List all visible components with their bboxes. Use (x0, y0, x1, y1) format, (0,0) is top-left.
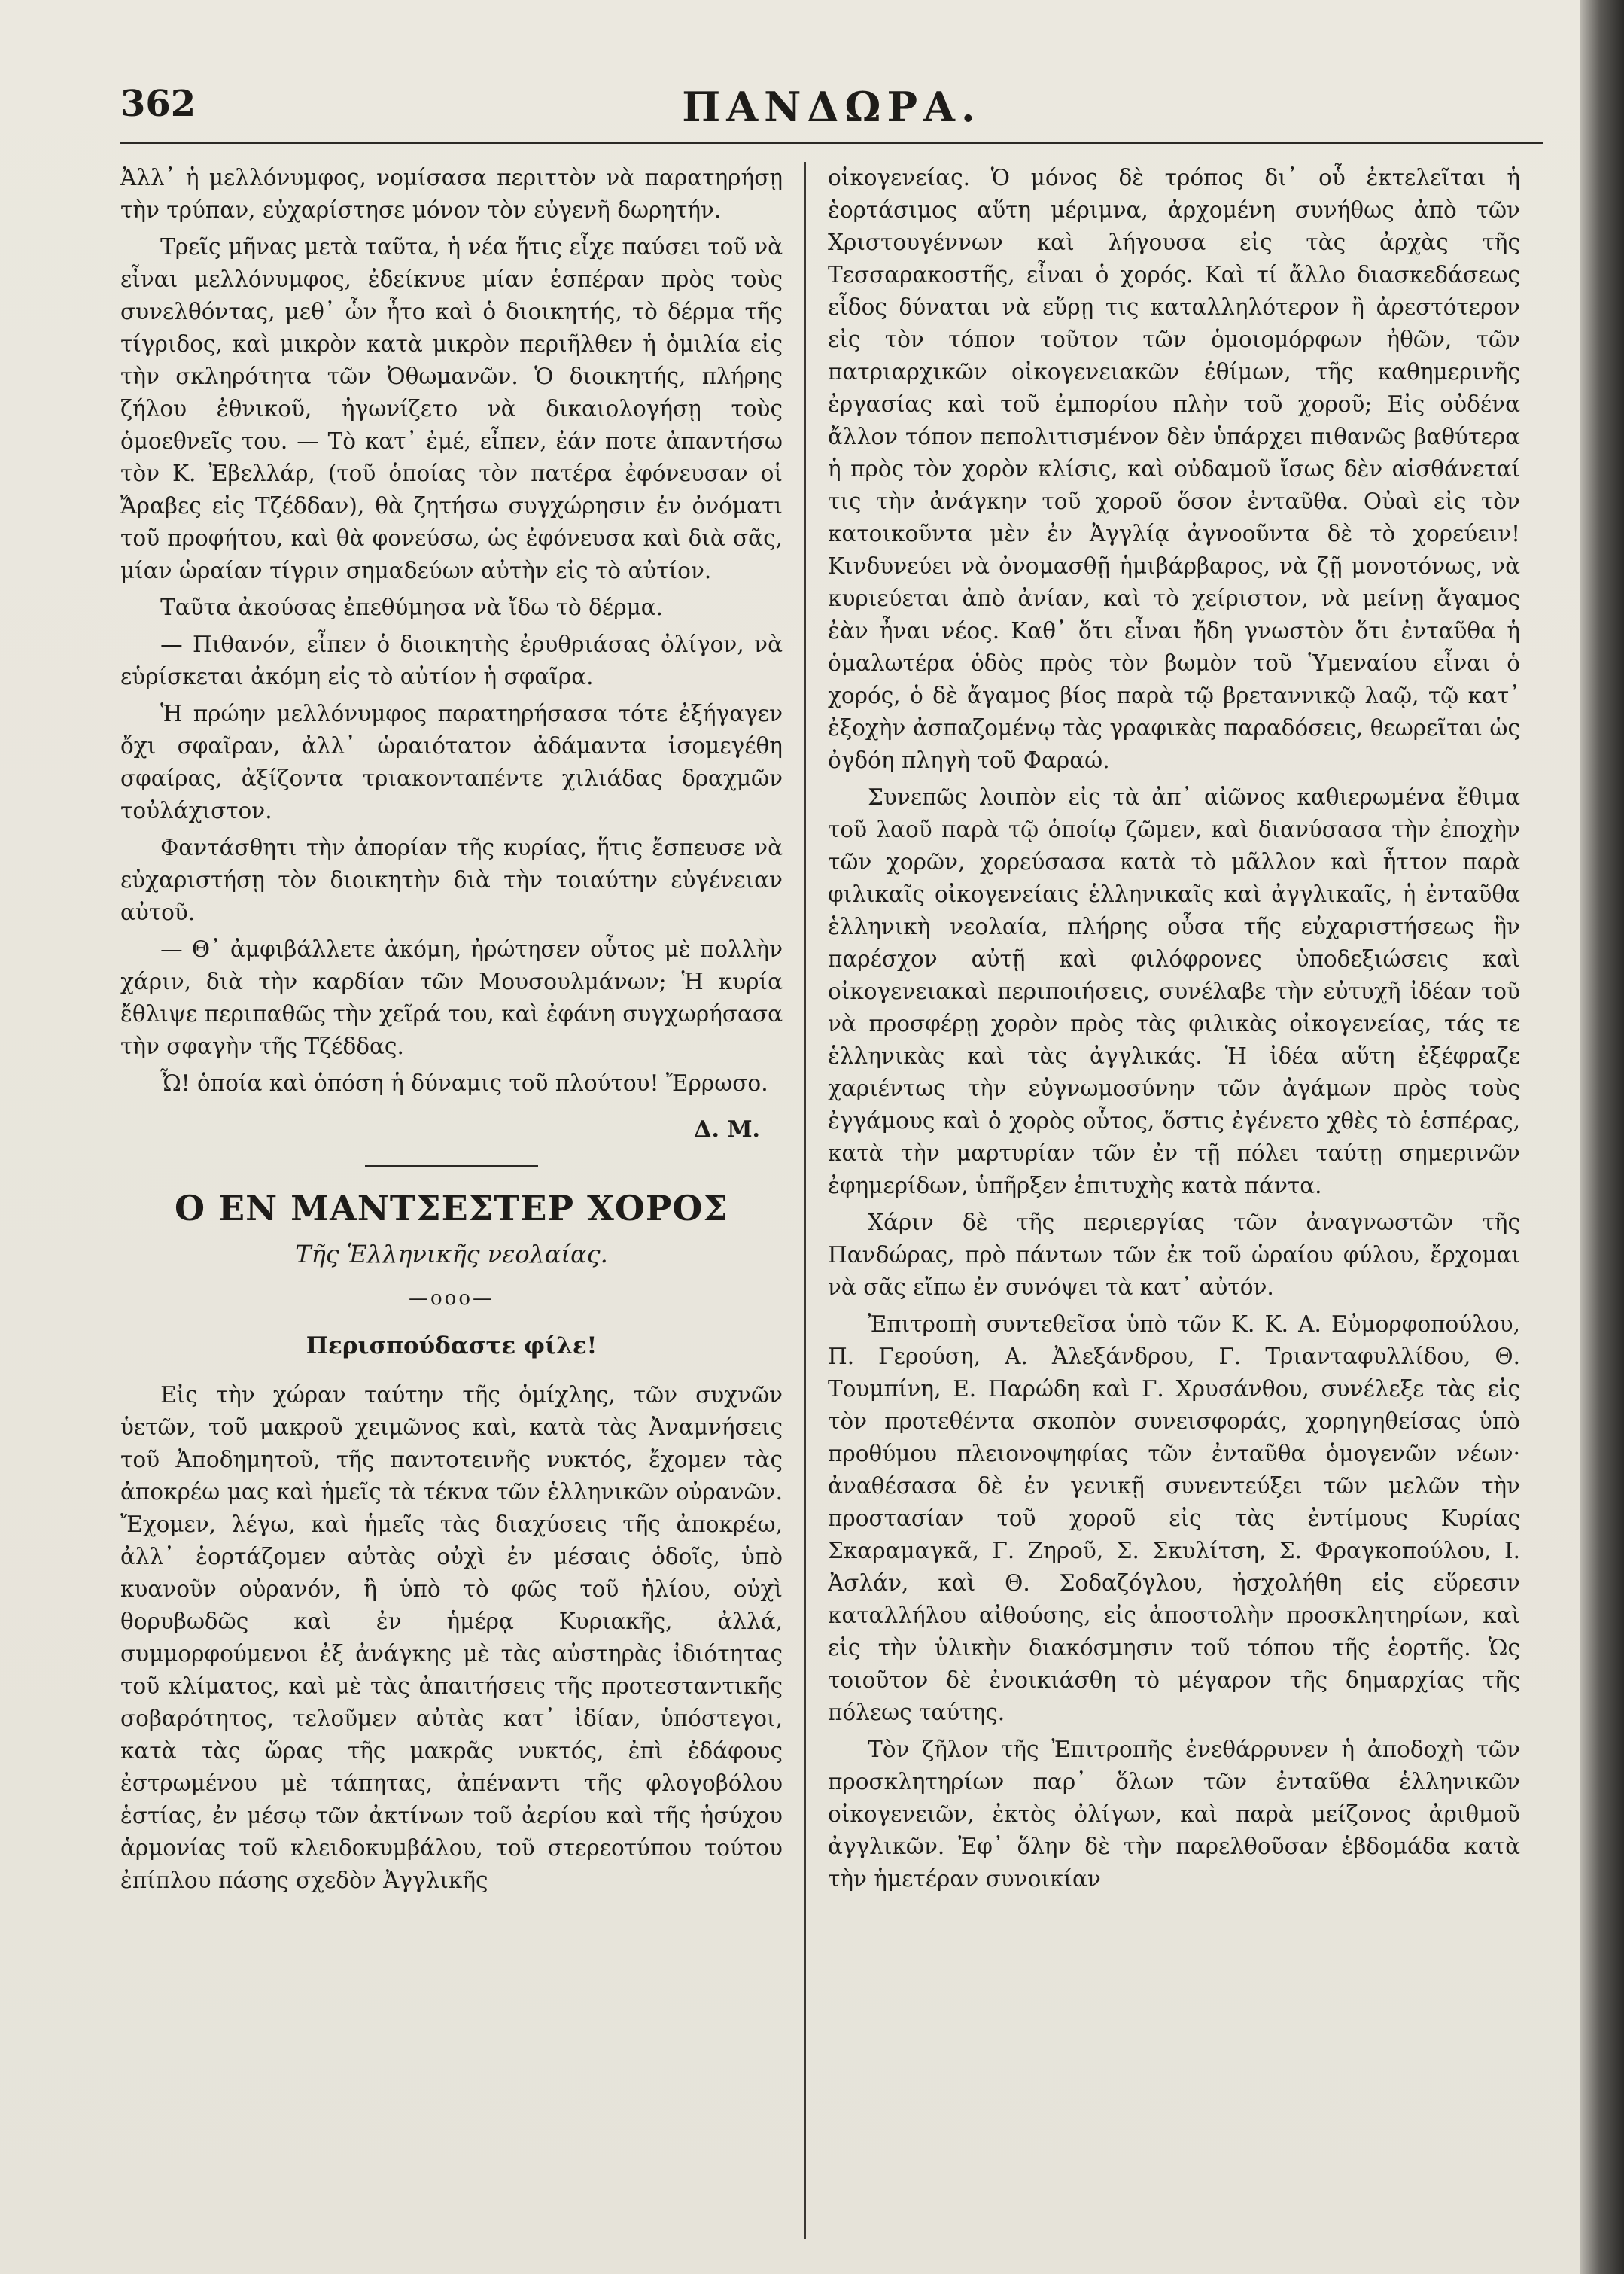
article-title: Ο ΕΝ ΜΑΝΤΣΕΣΤΕΡ ΧΟΡΟΣ (174, 1188, 729, 1228)
paragraph: Ὦ! ὁποία καὶ ὁπόση ἡ δύναμις τοῦ πλούτου! Ἔρρωσο. (160, 1070, 768, 1096)
article-subtitle: Τῆς Ἑλληνικῆς νεολαίας. (295, 1240, 608, 1268)
column-divider (804, 162, 806, 2239)
paragraph: Ἐπιτροπὴ συντεθεῖσα ὑπὸ τῶν Κ. Κ. Α. Εὐμορφοπούλου, Π. Γερούση, Α. Ἀλεξάνδρου, Γ. Τριανταφυλλίδου, Θ. Τουμπίνη, Ε. Παρώδη καὶ Γ. Χρυσάνθου, συνέλεξε τὰς εἰς τὸν προτεθέντα σκοπὸν συνεισφοράς, χορηγηθείσας ὑπὸ προθύμου πλειονοψηφίας τῶν ἐνταῦθα ὁμογενῶν νέων· ἀναθέσασα δὲ ἐν γενικῇ συνεντεύξει τῶν μελῶν τὴν προστασίαν τοῦ χοροῦ εἰς τὰς ἐντίμους Κυρίας Σκαραμαγκᾶ, Γ. Ζηροῦ, Σ. Σκυλίτση, Σ. Φραγκοπούλου, Ι. Ἀσλάν, καὶ Θ. Σοδαζόγλου, ἠσχολήθη εἰς εὕρεσιν καταλλήλου αἰθούσης, εἰς ἀποστολὴν προσκλητηρίων, καὶ εἰς τὴν ὑλικὴν διακόσμησιν τοῦ τόπου τῆς ἑορτῆς. Ὡς τοιοῦτον δὲ ἐνοικιάσθη τὸ μέγαρον τῆς δημαρχίας τῆς πόλεως ταύτης. (828, 1311, 1520, 1725)
paragraph: Ἀλλ᾽ ἡ μελλόνυμφος, νομίσασα περιττὸν νὰ παρατηρήσῃ τὴν τρύπαν, εὐχαρίστησε μόνον τὸν εὐγενῆ δωρητήν. (120, 165, 783, 223)
paragraph: Ἡ πρώην μελλόνυμφος παρατηρήσασα τότε ἐξήγαγεν ὄχι σφαῖραν, ἀλλ᾽ ὡραιότατον ἀδάμαντα ἰσομεγέθη σφαίρας, ἀξίζοντα τριακονταπέντε χιλιάδας δραχμῶν τοὐλάχιστον. (120, 701, 783, 823)
paragraph: Ταῦτα ἀκούσας ἐπεθύμησα νὰ ἴδω τὸ δέρμα. (160, 595, 664, 620)
page-number: 362 (120, 83, 196, 125)
paragraph: Φαντάσθητι τὴν ἀπορίαν τῆς κυρίας, ἥτις ἔσπευσε νὰ εὐχαριστήσῃ τὸν διοικητὴν διὰ τὴν τοιαύτην εὐγένειαν αὐτοῦ. (120, 835, 783, 925)
paragraph: Χάριν δὲ τῆς περιεργίας τῶν ἀναγνωστῶν τῆς Πανδώρας, πρὸ πάντων τῶν ἐκ τοῦ ὡραίου φύλου, ἔρχομαι νὰ σᾶς εἴπω ἐν συνόψει τὰ κατ᾽ αὐτόν. (828, 1210, 1520, 1300)
section-separator (365, 1165, 538, 1167)
paragraph: Τρεῖς μῆνας μετὰ ταῦτα, ἡ νέα ἥτις εἶχε παύσει τοῦ νὰ εἶναι μελλόνυμφος, ἐδείκνυε μίαν ἑσπέραν πρὸς τοὺς συνελθόντας, μεθ᾽ ὧν ἦτο καὶ ὁ διοικητής, τὸ δέρμα τῆς τίγριδος, καὶ μικρὸν κατὰ μικρὸν περιῆλθεν ἡ ὁμιλία εἰς τὴν σκληρότητα τῶν Ὀθωμανῶν. Ὁ διοικητής, πλήρης ζήλου ἐθνικοῦ, ἠγωνίζετο νὰ δικαιολογήσῃ τοὺς ὁμοεθνεῖς του. — Τὸ κατ᾽ ἐμέ, εἶπεν, ἐάν ποτε ἀπαντήσω τὸν Κ. Ἐβελλάρ, (τοῦ ὁποίας τὸν πατέρα ἐφόνευσαν οἱ Ἄραβες εἰς Τζέδδαν), θὰ ζητήσω συγχώρησιν ἐν ὀνόματι τοῦ προφήτου, καὶ θὰ φονεύσω, ὡς ἐφόνευσα καὶ διὰ σᾶς, μίαν ὡραίαν τίγριν σημαδεύων αὐτὴν εἰς τὸ αὐτίον. (120, 234, 783, 583)
running-header (120, 83, 1543, 135)
author-signature: Δ. Μ. (694, 1116, 760, 1143)
letter-greeting: Περισπούδαστε φίλε! (306, 1332, 598, 1359)
paragraph: Εἰς τὴν χώραν ταύτην τῆς ὁμίχλης, τῶν συχνῶν ὑετῶν, τοῦ μακροῦ χειμῶνος καὶ, κατὰ τὰς Ἀναμνήσεις τοῦ Ἀποδημητοῦ, τῆς παντοτεινῆς νυκτός, ἔχομεν τὰς ἀποκρέω μας καὶ ἡμεῖς τὰ τέκνα τῶν ἑλληνικῶν οὐρανῶν. Ἔχομεν, λέγω, καὶ ἡμεῖς τὰς διαχύσεις τῆς ἀποκρέω, ἀλλ᾽ ἑορτάζομεν αὐτὰς οὐχὶ ἐν μέσαις ὁδοῖς, ὑπὸ κυανοῦν οὐρανόν, ἢ ὑπὸ τὸ φῶς τοῦ ἡλίου, οὐχὶ θορυβωδῶς καὶ ἐν ἡμέρᾳ Κυριακῆς, ἀλλά, συμμορφούμενοι ἐξ ἀνάγκης μὲ τὰς αὐστηρὰς ἰδιότητας τοῦ κλίματος, καὶ μὲ τὰς ἀπαιτήσεις τῆς προτεσταντικῆς σοβαρότητος, τελοῦμεν αὐτὰς κατ᾽ ἰδίαν, ὑπόστεγοι, κατὰ τὰς ὥρας τῆς μακρᾶς νυκτός, ἐπὶ ἐδάφους ἐστρωμένου μὲ τάπητας, ἀπέναντι τῆς φλογοβόλου ἑστίας, ἐν μέσῳ τῶν ἀκτίνων τοῦ ἀερίου καὶ τῆς ἡσύχου ἁρμονίας τοῦ κλειδοκυμβάλου, τοῦ στερεοτύπου τούτου ἐπίπλου πάσης σχεδὸν Ἀγγλικῆς (120, 1382, 783, 1893)
left-column (120, 162, 783, 2239)
paragraph: Τὸν ζῆλον τῆς Ἐπιτροπῆς ἐνεθάρρυνεν ἡ ἀποδοχὴ τῶν προσκλητηρίων παρ᾽ ὅλων τῶν ἐνταῦθα ἑλληνικῶν οἰκογενειῶν, ἐκτὸς ὀλίγων, καὶ παρὰ μείζονος ἀριθμοῦ ἀγγλικῶν. Ἐφ᾽ ὅλην δὲ τὴν παρελθοῦσαν ἑβδομάδα κατὰ τὴν ἡμετέραν συνοικίαν (828, 1737, 1520, 1892)
header-rule (120, 142, 1543, 144)
right-column (828, 162, 1520, 2239)
paragraph: Συνεπῶς λοιπὸν εἰς τὰ ἀπ᾽ αἰῶνος καθιερωμένα ἔθιμα τοῦ λαοῦ παρὰ τῷ ὁποίῳ ζῶμεν, καὶ διανύσασα τὴν ἐποχὴν τῶν χορῶν, χορεύσασα κατὰ τὸ μᾶλλον καὶ ἧττον παρὰ φιλικαῖς οἰκογενείαις ἑλληνικαῖς καὶ ἀγγλικαῖς, ἡ ἐνταῦθα ἑλληνικὴ νεολαία, πλήρης οὖσα τῆς εὐχαριστήσεως ἣν παρέσχον αὐτῇ καὶ φιλόφρονες ὑποδεξιώσεις καὶ οἰκογενειακαὶ περιποιήσεις, συνέλαβε τὴν εὐτυχῆ ἰδέαν τοῦ νὰ προσφέρῃ χορὸν πρὸς τὰς φιλικὰς οἰκογενείας, τάς τε ἑλληνικὰς καὶ τὰς ἀγγλικάς. Ἡ ἰδέα αὕτη ἐξέφραζε χαριέντως τὴν εὐγνωμοσύνην τῶν ἀγάμων πρὸς τοὺς ἐγγάμους καὶ ὁ χορὸς οὗτος, ὅστις ἐγένετο χθὲς τὸ ἑσπέρας, κατὰ τὴν μαρτυρίαν τῶν ἐν τῇ πόλει ταύτῃ σημερινῶν ἐφημερίδων, ὑπῆρξεν ἐπιτυχὴς κατὰ πάντα. (828, 784, 1520, 1198)
ornament: —ooo— (409, 1287, 494, 1310)
journal-title: ΠΑΝΔΩΡΑ. (682, 83, 981, 131)
paragraph: — Πιθανόν, εἶπεν ὁ διοικητὴς ἐρυθριάσας ὀλίγον, νὰ εὑρίσκεται ἀκόμη εἰς τὸ αὐτίον ἡ σφαῖρα. (120, 632, 783, 690)
book-binding-edge (1580, 0, 1624, 2274)
paragraph: οἰκογενείας. Ὁ μόνος δὲ τρόπος δι᾽ οὗ ἐκτελεῖται ἡ ἑορτάσιμος αὕτη μέριμνα, ἀρχομένη συνήθως ἀπὸ τῶν Χριστουγέννων καὶ λήγουσα εἰς τὰς ἀρχὰς τῆς Τεσσαρακοστῆς, εἶναι ὁ χορός. Καὶ τί ἄλλο διασκεδάσεως εἶδος δύναται νὰ εὕρῃ τις καταλληλότερον ἢ ἀρεστότερον εἰς τὸν τόπον τοῦτον τῶν ὁμοιομόρφων ἠθῶν, τῶν πατριαρχικῶν οἰκογενειακῶν ἐθίμων, τῆς καθημερινῆς ἐργασίας καὶ τοῦ ἐμπορίου πλὴν τοῦ χοροῦ; Εἰς οὐδένα ἄλλον τόπον πεπολιτισμένον δὲν ὑπάρχει πιθανῶς βαθύτερα ἡ πρὸς τὸν χορὸν κλίσις, καὶ οὐδαμοῦ ἴσως δὲν αἰσθάνεταί τις τὴν ἀνάγκην τοῦ χοροῦ ὅσον ἐνταῦθα. Οὐαὶ εἰς τὸν κατοικοῦντα μὲν ἐν Ἀγγλίᾳ ἀγνοοῦντα δὲ τὸ χορεύειν! Κινδυνεύει νὰ ὀνομασθῇ ἡμιβάρβαρος, νὰ ζῇ μονοτόνως, νὰ κυριεύεται ἀπὸ ἀνίαν, καὶ τὸ χείριστον, νὰ μείνῃ ἄγαμος ἐὰν ἦναι νέος. Καθ᾽ ὅτι εἶναι ἤδη γνωστὸν ὅτι ἐνταῦθα ἡ ὁμαλωτέρα ὁδὸς πρὸς τὸν βωμὸν τοῦ Ὑμεναίου εἶναι ὁ χορός, ὁ δὲ ἄγαμος βίος παρὰ τῷ βρεταννικῷ λαῷ, τῷ κατ᾽ ἐξοχὴν ἀσπαζομένῳ τὰς γραφικὰς παραδόσεις, θεωρεῖται ὡς ὀγδόη πληγὴ τοῦ Φαραώ. (828, 165, 1520, 773)
paragraph: — Θ᾽ ἀμφιβάλλετε ἀκόμη, ἠρώτησεν οὗτος μὲ πολλὴν χάριν, διὰ τὴν καρδίαν τῶν Μουσουλμάνων; Ἡ κυρία ἔθλιψε περιπαθῶς τὴν χεῖρά του, καὶ ἐφάνη συγχωρήσασα τὴν σφαγὴν τῆς Τζέδδας. (120, 936, 783, 1059)
